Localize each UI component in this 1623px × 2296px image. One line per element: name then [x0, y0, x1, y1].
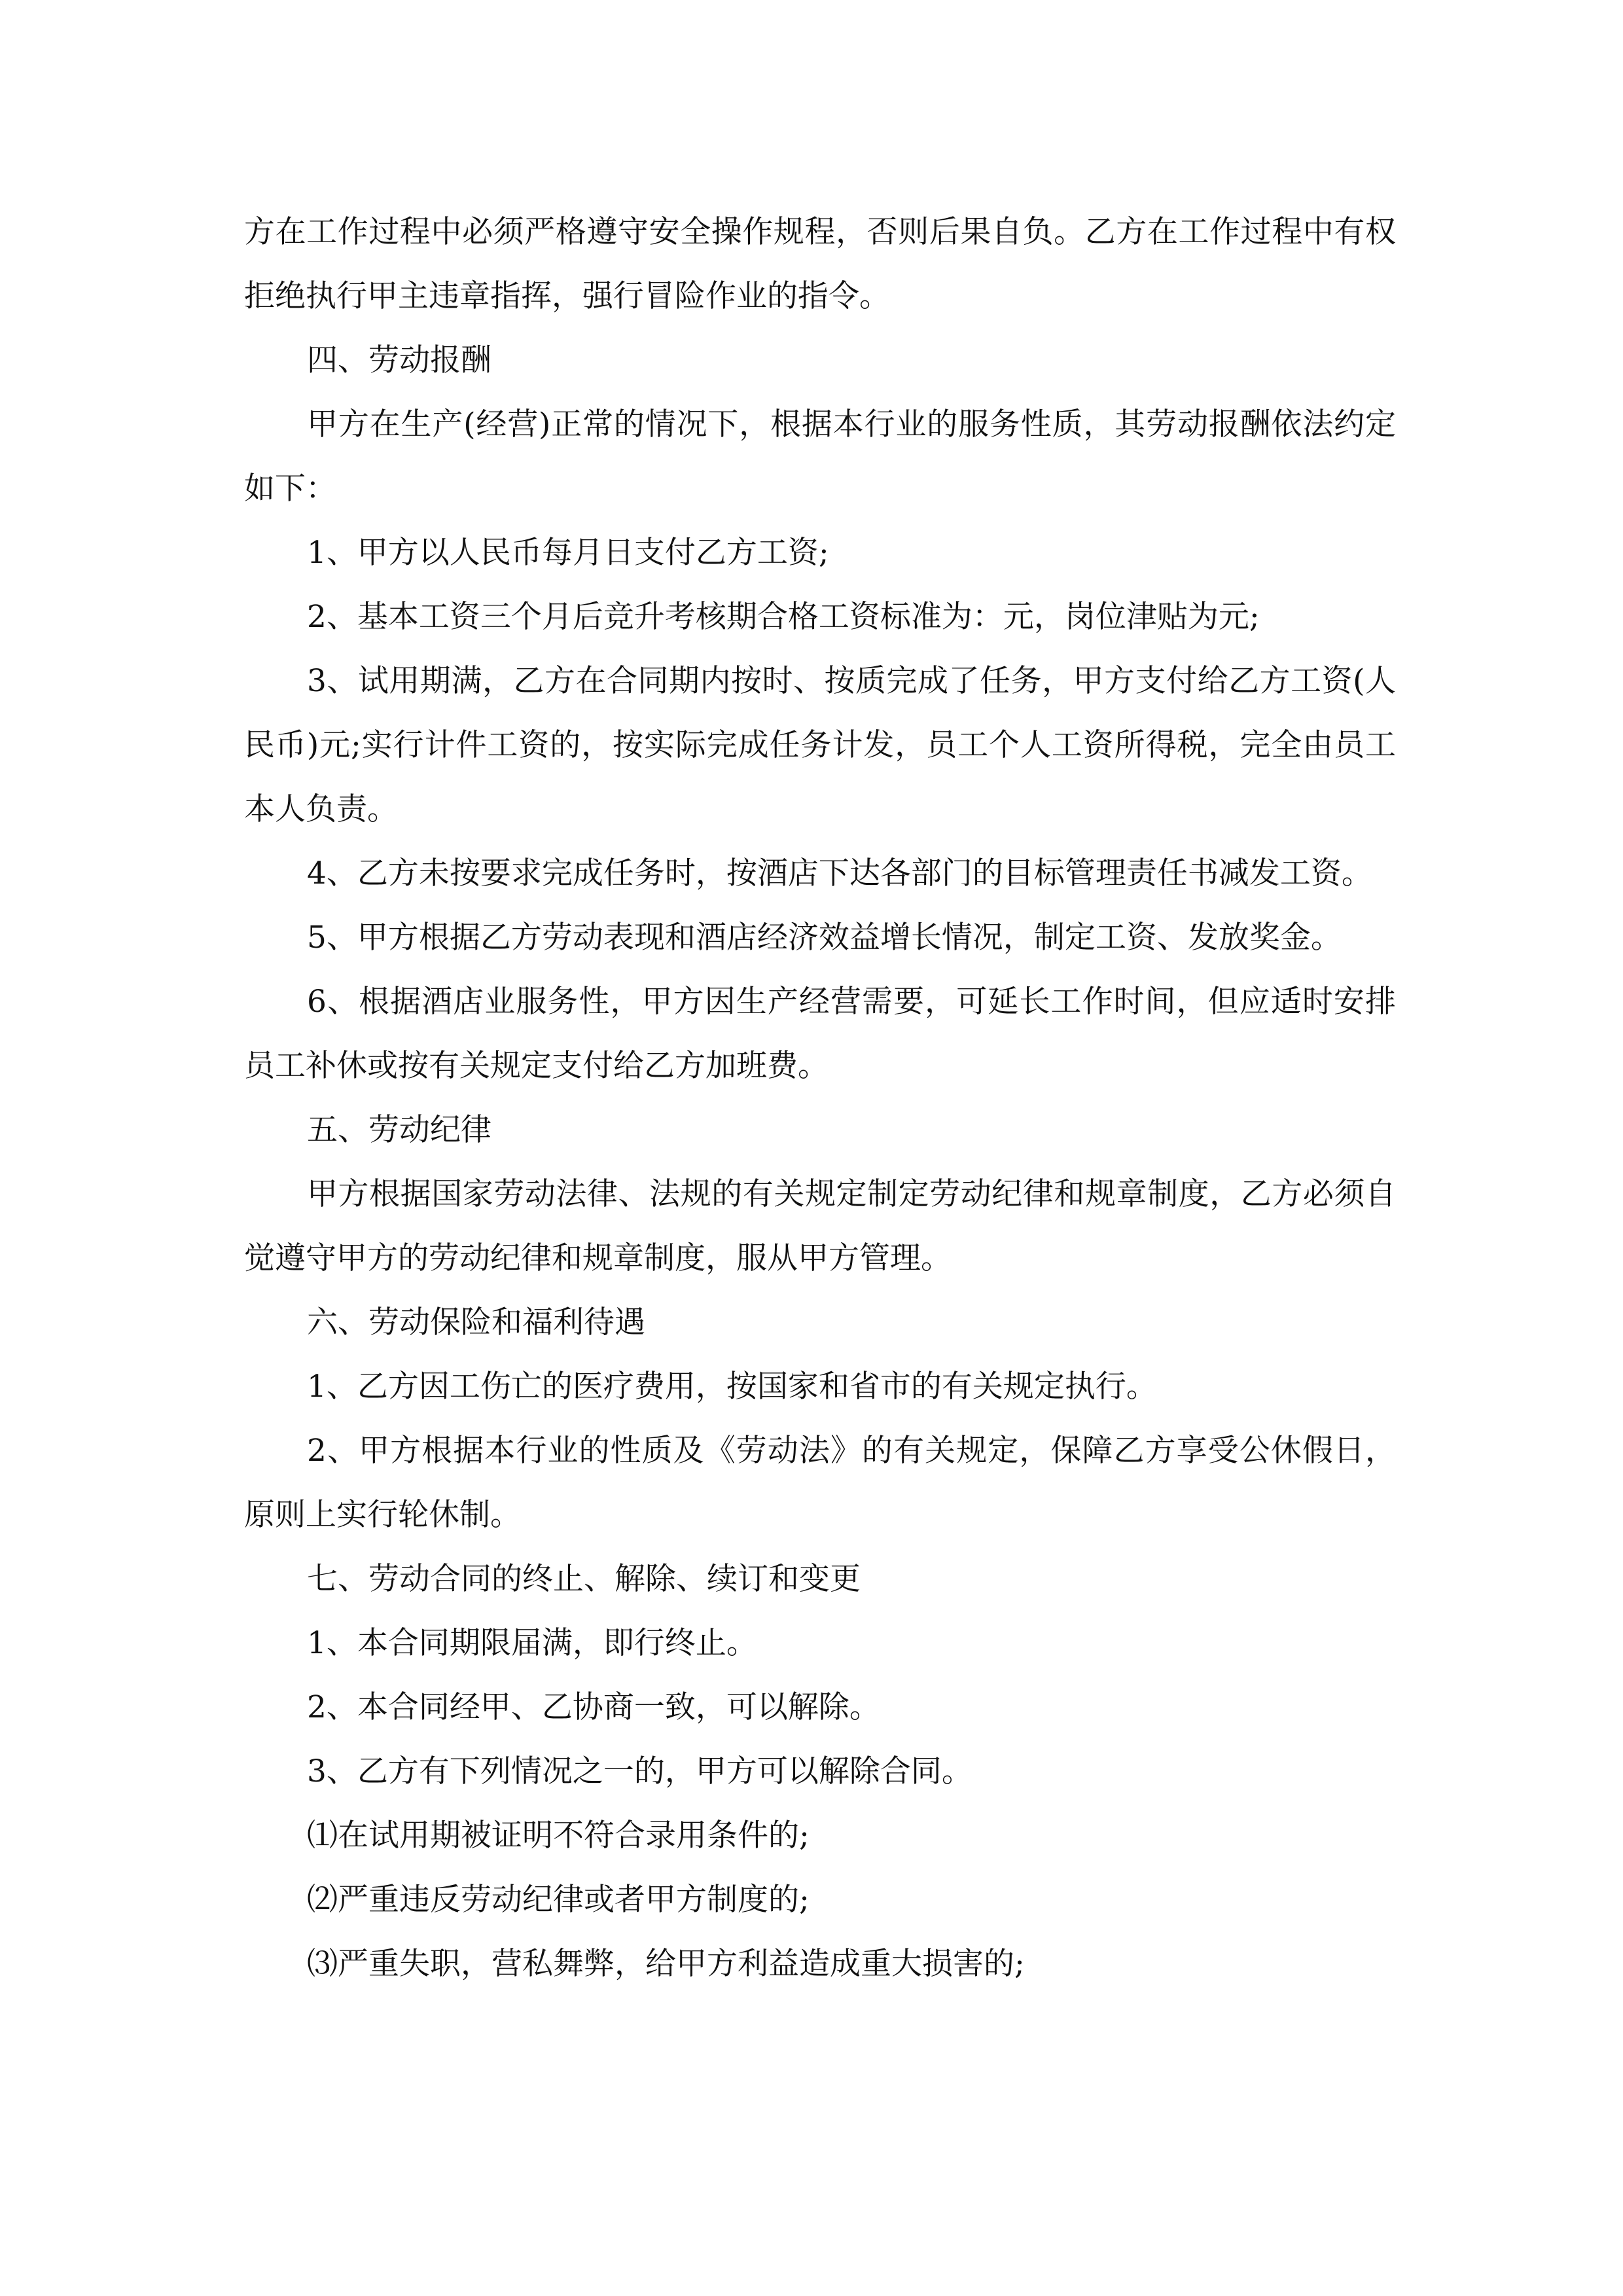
- sub-item-termination-3: ⑶严重失职，营私舞弊，给甲方利益造成重大损害的;: [307, 1946, 1025, 1982]
- list-item-insurance-1: 1、乙方因工伤亡的医疗费用，按国家和省市的有关规定执行。: [307, 1369, 1157, 1405]
- list-item-remuneration-6: 6、根据酒店业服务性，甲方因生产经营需要，可延长工作时间，但应适时安排员工补休或按有关规定支付给乙方加班费。: [244, 984, 1396, 1084]
- section-heading-termination: 七、劳动合同的终止、解除、续订和变更: [307, 1561, 861, 1597]
- paragraph-discipline: 甲方根据国家劳动法律、法规的有关规定制定劳动纪律和规章制度，乙方必须自觉遵守甲方的劳动纪律和规章制度，服从甲方管理。: [244, 1176, 1396, 1276]
- section-heading-insurance: 六、劳动保险和福利待遇: [307, 1304, 645, 1340]
- paragraph-continuation: 方在工作过程中必须严格遵守安全操作规程，否则后果自负。乙方在工作过程中有权拒绝执行甲主违章指挥，强行冒险作业的指令。: [244, 214, 1396, 314]
- list-item-insurance-2: 2、甲方根据本行业的性质及《劳动法》的有关规定，保障乙方享受公休假日，原则上实行轮休制。: [244, 1433, 1396, 1533]
- list-item-termination-3: 3、乙方有下列情况之一的，甲方可以解除合同。: [307, 1753, 972, 1789]
- paragraph-remuneration-intro: 甲方在生产(经营)正常的情况下，根据本行业的服务性质，其劳动报酬依法约定如下：: [244, 406, 1396, 507]
- list-item-remuneration-3: 3、试用期满，乙方在合同期内按时、按质完成了任务，甲方支付给乙方工资(人民币)元;实行计件工资的，按实际完成任务计发，员工个人工资所得税，完全由员工本人负责。: [244, 663, 1396, 827]
- list-item-remuneration-2: 2、基本工资三个月后竞升考核期合格工资标准为：元，岗位津贴为元;: [307, 599, 1260, 635]
- sub-item-termination-1: ⑴在试用期被证明不符合录用条件的;: [307, 1818, 810, 1854]
- section-heading-discipline: 五、劳动纪律: [307, 1112, 491, 1148]
- document-body: [244, 200, 1396, 1996]
- list-item-remuneration-5: 5、甲方根据乙方劳动表现和酒店经济效益增长情况，制定工资、发放奖金。: [307, 920, 1342, 956]
- sub-item-termination-2: ⑵严重违反劳动纪律或者甲方制度的;: [307, 1882, 810, 1918]
- list-item-termination-2: 2、本合同经甲、乙协商一致，可以解除。: [307, 1689, 880, 1725]
- list-item-remuneration-1: 1、甲方以人民币每月日支付乙方工资;: [307, 535, 829, 571]
- section-heading-remuneration: 四、劳动报酬: [307, 342, 491, 378]
- list-item-remuneration-4: 4、乙方未按要求完成任务时，按酒店下达各部门的目标管理责任书减发工资。: [307, 855, 1372, 891]
- list-item-termination-1: 1、本合同期限届满，即行终止。: [307, 1625, 757, 1661]
